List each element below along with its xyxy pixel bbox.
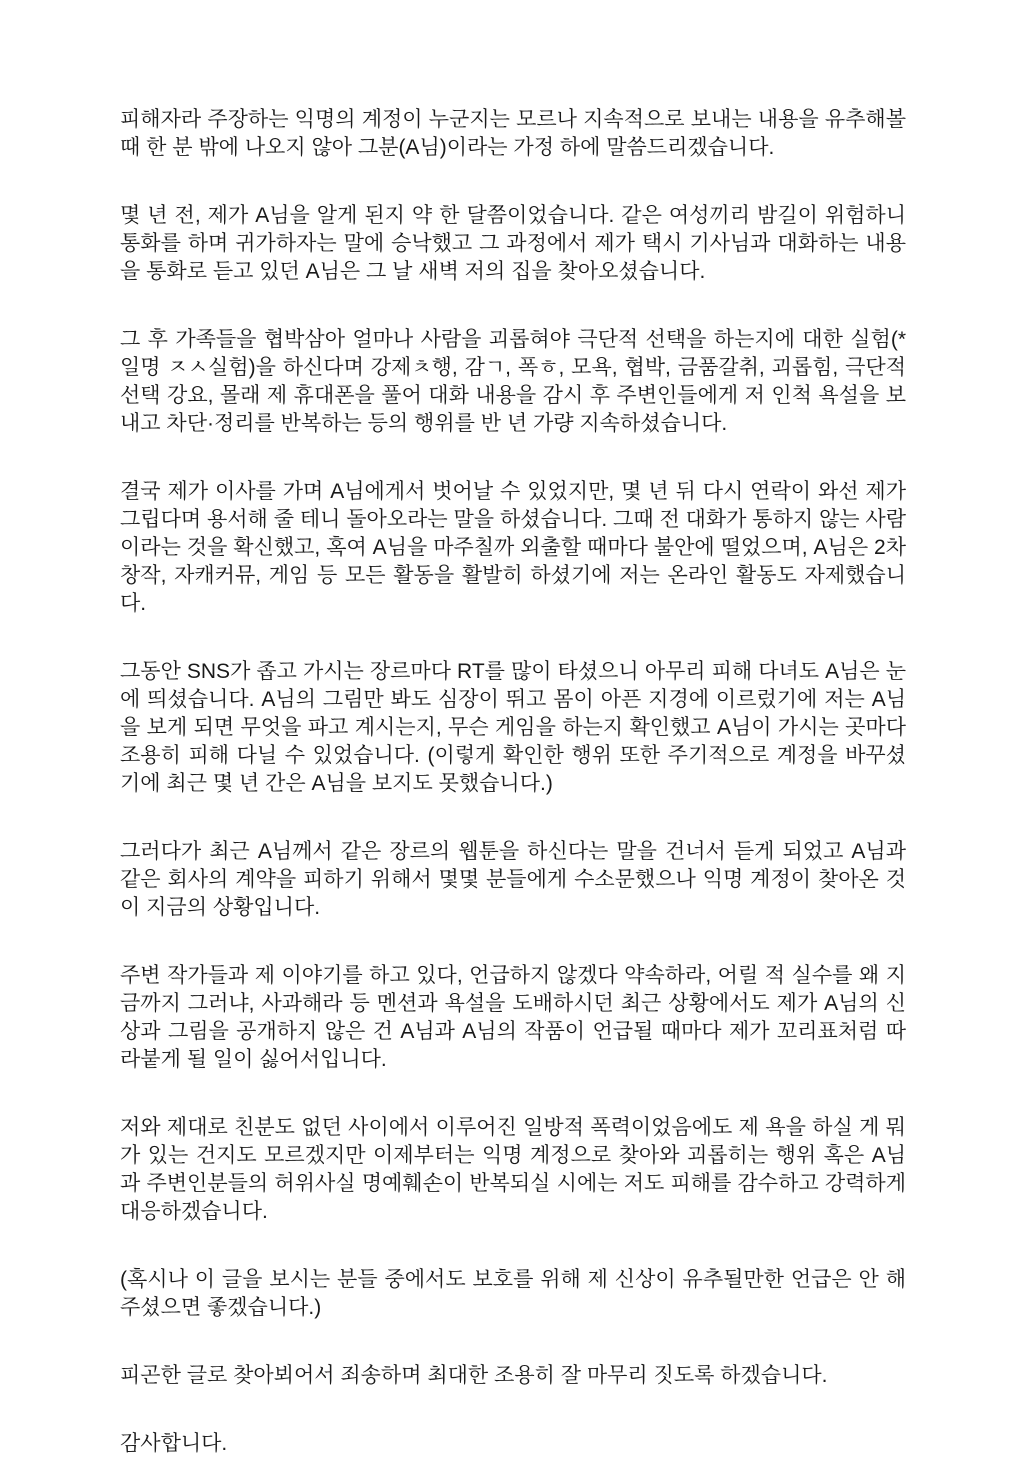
paragraph-warning-response: 저와 제대로 친분도 없던 사이에서 이루어진 일방적 폭력이었음에도 제 욕을 하실 게 뭐가 있는 건지도 모르겠지만 이제부터는 익명 계정으로 찾아와 괴롭히는 행위 혹은 A님과 주변인분들의 허위사실 명예훼손이 반복되실 시에는 저도 피해를 감수하고 강력하게 대응하겠습니다. [120,1116,906,1223]
paragraph-apology-closing: 피곤한 글로 찾아뵈어서 죄송하며 최대한 조용히 잘 마무리 짓도록 하겠습니다. [120,1364,828,1387]
paragraph-abuse-description: 그 후 가족들을 협박삼아 얼마나 사람을 괴롭혀야 극단적 선택을 하는지에 대한 실험(*일명 ㅈㅅ실험)을 하신다며 강제ㅊ행, 감ㄱ, 폭ㅎ, 모욕, 협박, 금품갈취, 괴롭힘, 극단적 선택 강요, 몰래 제 휴대폰을 풀어 대화 내용을 감시 후 주변인들에게 저 인척 욕설을 보내고 차단·정리를 반복하는 등의 행위를 반 년 가량 지속하셨습니다. [120,328,906,435]
paragraph-first-meeting: 몇 년 전, 제가 A님을 알게 된지 약 한 달쯤이었습니다. 같은 여성끼리 밤길이 위험하니 통화를 하며 귀가하자는 말에 승낙했고 그 과정에서 제가 택시 기사님과 대화하는 내용을 통화로 듣고 있던 A님은 그 날 새벽 저의 집을 찾아오셨습니다. [120,204,906,283]
paragraph-intro-assumption: 피해자라 주장하는 익명의 계정이 누군지는 모르나 지속적으로 보내는 내용을 유추해볼 때 한 분 밖에 나오지 않아 그분(A님)이라는 가정 하에 말씀드리겠습니다. [120,108,906,159]
paragraph-request-privacy: (혹시나 이 글을 보시는 분들 중에서도 보호를 위해 제 신상이 유추될만한 언급은 안 해주셨으면 좋겠습니다.) [120,1268,907,1319]
paragraph-moving-away: 결국 제가 이사를 가며 A님에게서 벗어날 수 있었지만, 몇 년 뒤 다시 연락이 와선 제가 그립다며 용서해 줄 테니 돌아오라는 말을 하셨습니다. 그때 전 대화가 통하지 않는 사람이라는 것을 확신했고, 혹여 A님을 마주칠까 외출할 때마다 불안에 떨었으며, A님은 2차 창작, 자캐커뮤, 게임 등 모든 활동을 활발히 하셨기에 저는 온라인 활동도 자제했습니다. [120,480,906,615]
paragraph-recent-situation: 그러다가 최근 A님께서 같은 장르의 웹툰을 하신다는 말을 건너서 듣게 되었고 A님과 같은 회사의 계약을 피하기 위해서 몇몇 분들에게 수소문했으나 익명 계정이 찾아온 것이 지금의 상황입니다. [120,840,906,919]
paragraph-sns-avoidance: 그동안 SNS가 좁고 가시는 장르마다 RT를 많이 타셨으니 아무리 피해 다녀도 A님은 눈에 띄셨습니다. A님의 그림만 봐도 심장이 뛰고 몸이 아픈 지경에 이르렀기에 저는 A님을 보게 되면 무엇을 파고 계시는지, 무슨 게임을 하는지 확인했고 A님이 가시는 곳마다 조용히 피해 다닐 수 있었습니다. (이렇게 확인한 행위 또한 주기적으로 계정을 바꾸셨기에 최근 몇 년 간은 A님을 보지도 못했습니다.) [120,660,906,795]
paragraph-thanks: 감사합니다. [120,1432,228,1455]
paragraph-why-not-disclosed: 주변 작가들과 제 이야기를 하고 있다, 언급하지 않겠다 약속하라, 어릴 적 실수를 왜 지금까지 그러냐, 사과해라 등 멘션과 욕설을 도배하시던 최근 상황에서도 제가 A님의 신상과 그림을 공개하지 않은 건 A님과 A님의 작품이 언급될 때마다 제가 꼬리표처럼 따라붙게 될 일이 싫어서입니다. [120,964,906,1071]
